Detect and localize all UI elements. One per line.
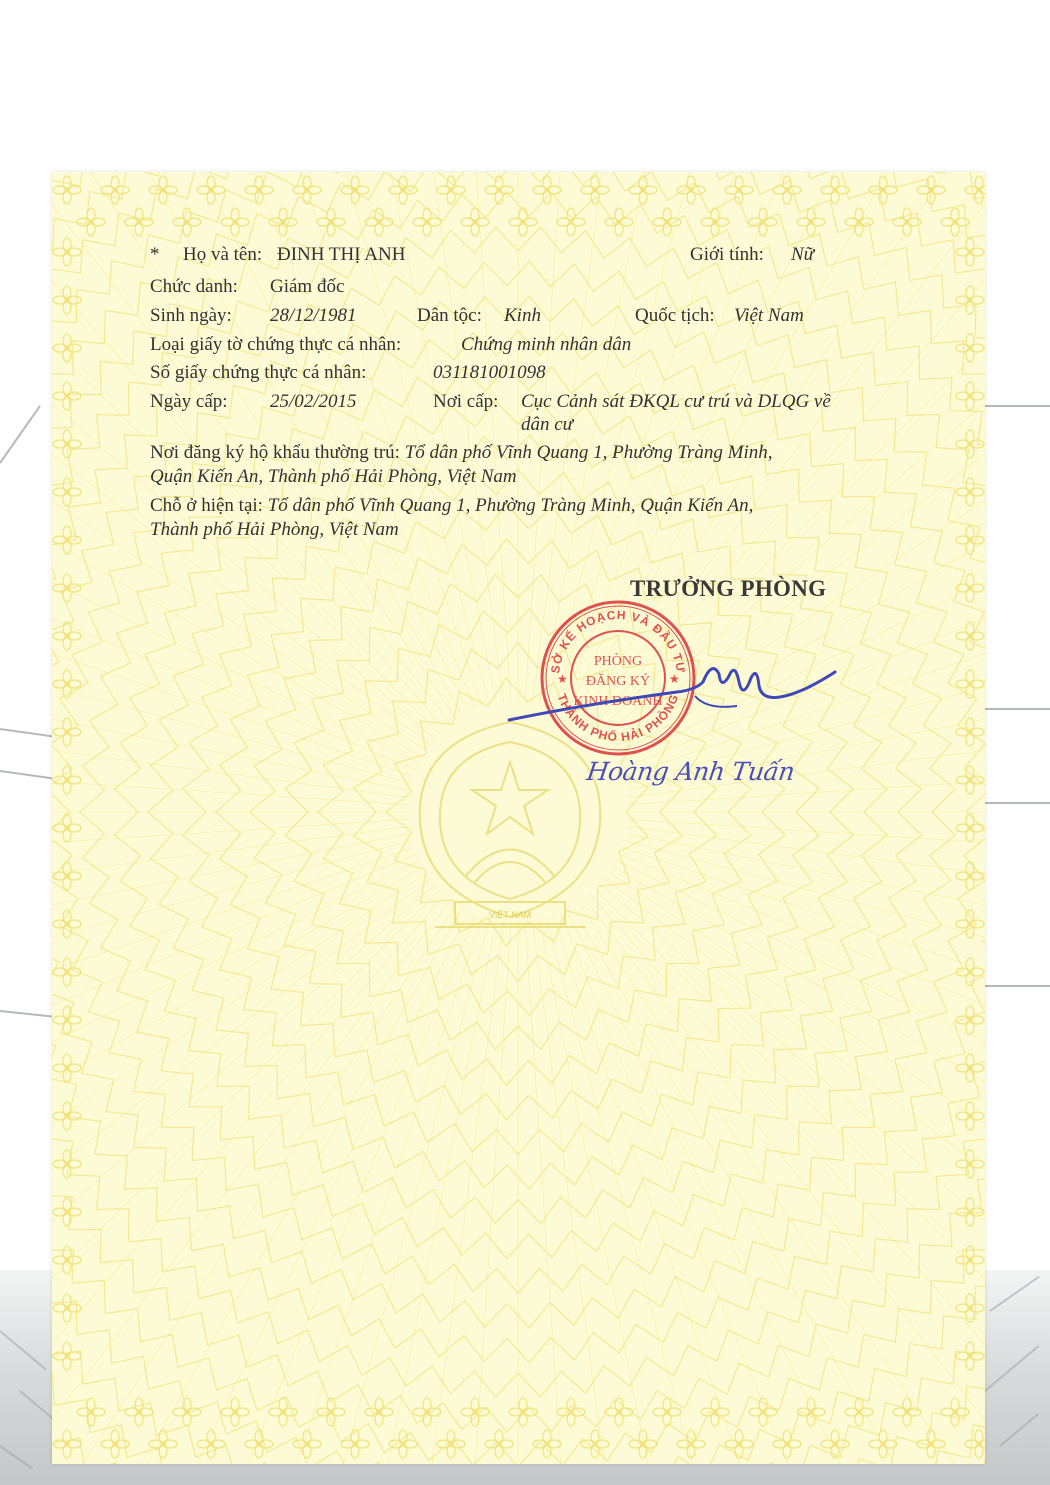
current-address-value: Tổ dân phố Vĩnh Quang 1, Phường Tràng Minh, Quận Kiến An, xyxy=(267,495,754,516)
wall-line xyxy=(0,1010,55,1018)
certificate-page xyxy=(52,172,985,1464)
issue-date-value: 25/02/2015 xyxy=(270,391,357,412)
issue-place-label: Nơi cấp: xyxy=(433,391,499,412)
id-number-label: Số giấy chứng thực cá nhân: xyxy=(150,362,367,383)
stamp-line3: KINH DOANH xyxy=(573,694,663,709)
residence-value: Tổ dân phố Vĩnh Quang 1, Phường Tràng Minh, xyxy=(404,442,773,463)
ethnic-label: Dân tộc: xyxy=(417,305,482,326)
signatory-title: TRƯỞNG PHÒNG xyxy=(630,576,827,601)
name-label: Họ và tên: xyxy=(183,244,263,265)
wall-line xyxy=(985,802,1050,804)
current-address-line2: Thành phố Hải Phòng, Việt Nam xyxy=(150,519,399,540)
title-label: Chức danh: xyxy=(150,276,238,297)
stamp-line2: ĐĂNG KÝ xyxy=(585,674,651,689)
signer-name: Hoàng Anh Tuấn xyxy=(584,757,797,786)
current-address-line1 xyxy=(150,494,753,518)
dob-label: Sinh ngày: xyxy=(150,305,232,326)
title-value: Giám đốc xyxy=(270,276,345,297)
gender-label: Giới tính: xyxy=(690,244,764,265)
svg-text:THÀNH PHỐ HẢI PHÒNG: THÀNH PHỐ HẢI PHÒNG xyxy=(554,691,682,745)
issue-place-line1: Cục Cảnh sát ĐKQL cư trú và DLQG về xyxy=(521,391,831,412)
current-address-label: Chỗ ở hiện tại: xyxy=(150,495,263,516)
emblem-banner: VIỆT NAM xyxy=(488,910,532,920)
id-number-value: 031181001098 xyxy=(433,362,546,383)
bullet: * xyxy=(150,244,160,265)
dob-value: 28/12/1981 xyxy=(270,305,357,326)
wall-line xyxy=(0,770,55,780)
id-type-value: Chứng minh nhân dân xyxy=(461,334,632,355)
svg-text:★: ★ xyxy=(557,672,568,686)
gender-value: Nữ xyxy=(791,244,815,265)
stamp-line1: PHÒNG xyxy=(593,654,643,669)
wall-line xyxy=(0,728,55,738)
wall-line xyxy=(0,405,41,463)
wall-line xyxy=(985,708,1050,710)
full-name: ĐINH THỊ ANH xyxy=(277,244,406,265)
residence-line1 xyxy=(150,441,773,465)
svg-text:SỞ KẾ HOẠCH VÀ ĐẦU TƯ: SỞ KẾ HOẠCH VÀ ĐẦU TƯ xyxy=(548,607,688,675)
residence-label: Nơi đăng ký hộ khẩu thường trú: xyxy=(150,442,400,463)
nationality-value: Việt Nam xyxy=(734,305,804,326)
ethnic-value: Kinh xyxy=(504,305,541,326)
issue-place-line2: dân cư xyxy=(521,414,574,435)
nationality-label: Quốc tịch: xyxy=(635,305,715,326)
wall-line xyxy=(985,985,1050,987)
wall-line xyxy=(985,405,1050,407)
id-type-label: Loại giấy tờ chứng thực cá nhân: xyxy=(150,334,402,355)
svg-text:★: ★ xyxy=(669,672,680,686)
issue-date-label: Ngày cấp: xyxy=(150,391,228,412)
handwritten-signature xyxy=(507,652,837,722)
residence-line2: Quận Kiến An, Thành phố Hải Phòng, Việt Nam xyxy=(150,466,517,487)
